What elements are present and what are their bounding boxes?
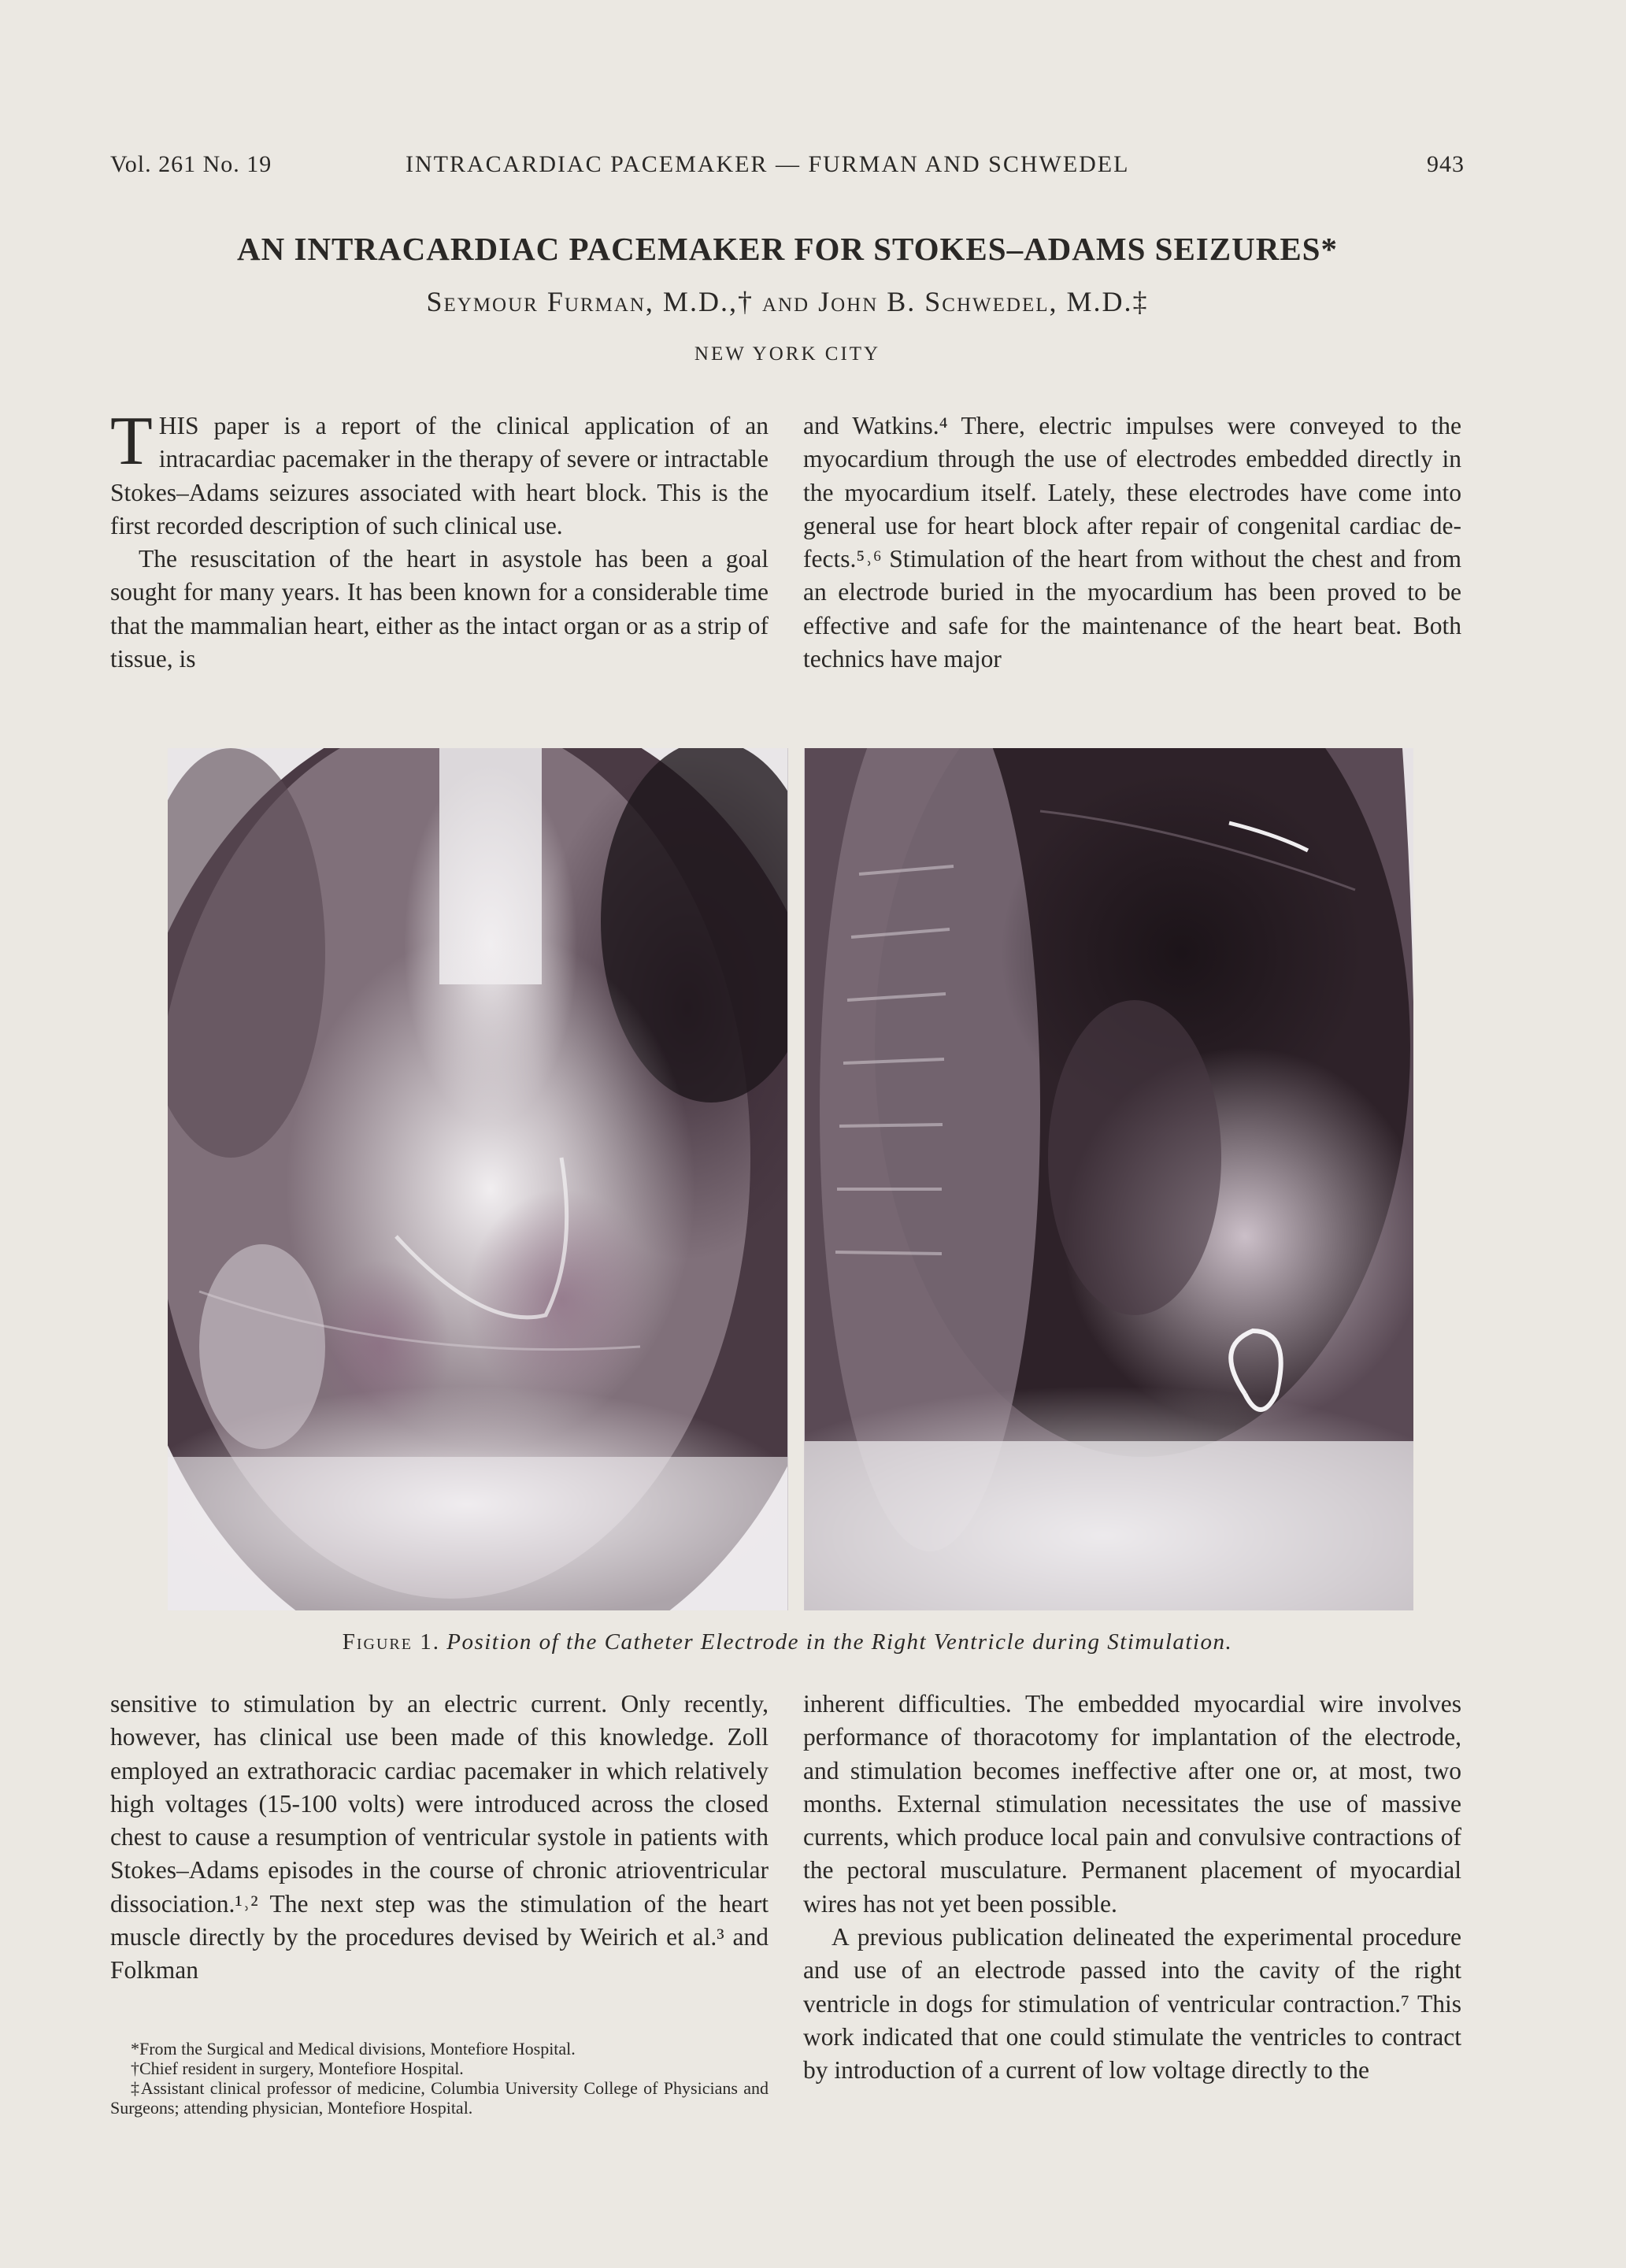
footnote-3: ‡Assistant clinical professor of medicine, Columbia University College of Physicians and Surgeons; attending physician, Montefiore Hospital. bbox=[110, 2078, 769, 2118]
column-right-top bbox=[803, 410, 1461, 676]
xray-frontal-image bbox=[168, 748, 788, 1610]
paragraph-intro bbox=[110, 403, 769, 543]
figure-caption bbox=[110, 1629, 1465, 1655]
footnotes bbox=[110, 2039, 769, 2118]
paragraph-3: and Watkins.⁴ There, electric impulses were conveyed to the myocardium through the use of electrodes embedded directly in the myocardium itself. Lately, these electrodes have come into general use for heart block after repair of congenital cardiac defects.⁵˒⁶ Stimulation of the heart from without the chest and from an electrode buried in the myocardium has been proved to be effective and safe for the maintenance of the heart beat. Both technics have major bbox=[803, 412, 1461, 673]
running-title: INTRACARDIAC PACEMAKER — FURMAN AND SCHWEDEL bbox=[406, 151, 1130, 177]
figure-1 bbox=[168, 748, 1413, 1610]
article-authors: Seymour Furman, M.D.,† and John B. Schwedel, M.D.‡ bbox=[426, 286, 1149, 317]
figure-label: Figure 1. bbox=[342, 1629, 440, 1655]
volume-number: Vol. 261 No. 19 bbox=[110, 151, 272, 177]
column-left-bottom bbox=[110, 1688, 769, 1988]
drop-cap: T bbox=[110, 403, 153, 480]
paragraph-6: A previous publication delineated the experimental procedure and use of an electrode passed into the cavity of the right ventricle in dogs for stimulation of ventricular contraction.⁷ This work indicated that one could stimulate the ventricles to contract by introduction of a current of low voltage directly to the bbox=[803, 1923, 1461, 2085]
article-title: AN INTRACARDIAC PACEMAKER FOR STOKES–ADAMS SEIZURES* bbox=[237, 231, 1338, 267]
column-right-bottom bbox=[803, 1688, 1461, 2088]
paragraph-4: sensitive to stimulation by an electric current. Only recently, however, has clinical use been made of this knowledge. Zoll employed an extrathoracic cardiac pacemaker in which relatively high voltages (15-100 volts) were introduced across the closed chest to cause a resumption of ventricular systole in patients with Stokes–Adams episodes in the course of chronic atrioventricular dissociation.¹˒² The next step was the stimulation of the heart muscle directly by the procedures devised by Weirich et al.³ and Folkman bbox=[110, 1690, 769, 1984]
running-head bbox=[110, 151, 1465, 183]
figure-caption-text: Position of the Catheter Electrode in the Right Ventricle during Stimulation. bbox=[446, 1629, 1233, 1655]
article-location: NEW YORK CITY bbox=[694, 343, 881, 365]
column-left-top bbox=[110, 403, 769, 676]
xray-lateral-image bbox=[804, 748, 1413, 1610]
footnote-1: *From the Surgical and Medical divisions, Montefiore Hospital. bbox=[131, 2039, 576, 2059]
paragraph-5: inherent difficulties. The embedded myocardial wire involves performance of thoracotomy for implantation of the electrode, and stimulation becomes ineffective after one or, at most, two months. External stimulation necessitates the use of massive currents, which produce local pain and convulsive contractions of the pectoral musculature. Permanent placement of myocardial wires has not yet been possible. bbox=[803, 1690, 1461, 1918]
paragraph-2: The resuscitation of the heart in asystole has been a goal sought for many years. It has been known for a considerable time that the mammalian heart, either as the intact organ or as a strip of tissue, is bbox=[110, 545, 769, 673]
page-number: 943 bbox=[1427, 151, 1465, 177]
footnote-2: †Chief resident in surgery, Montefiore Hospital. bbox=[131, 2059, 464, 2078]
paragraph-1-text: HIS paper is a report of the clinical application of an intracardiac pacemaker in the therapy of severe or intractable Stokes–Adams seizures associated with heart block. This is the first recorded description of such clinical use. bbox=[110, 412, 769, 539]
